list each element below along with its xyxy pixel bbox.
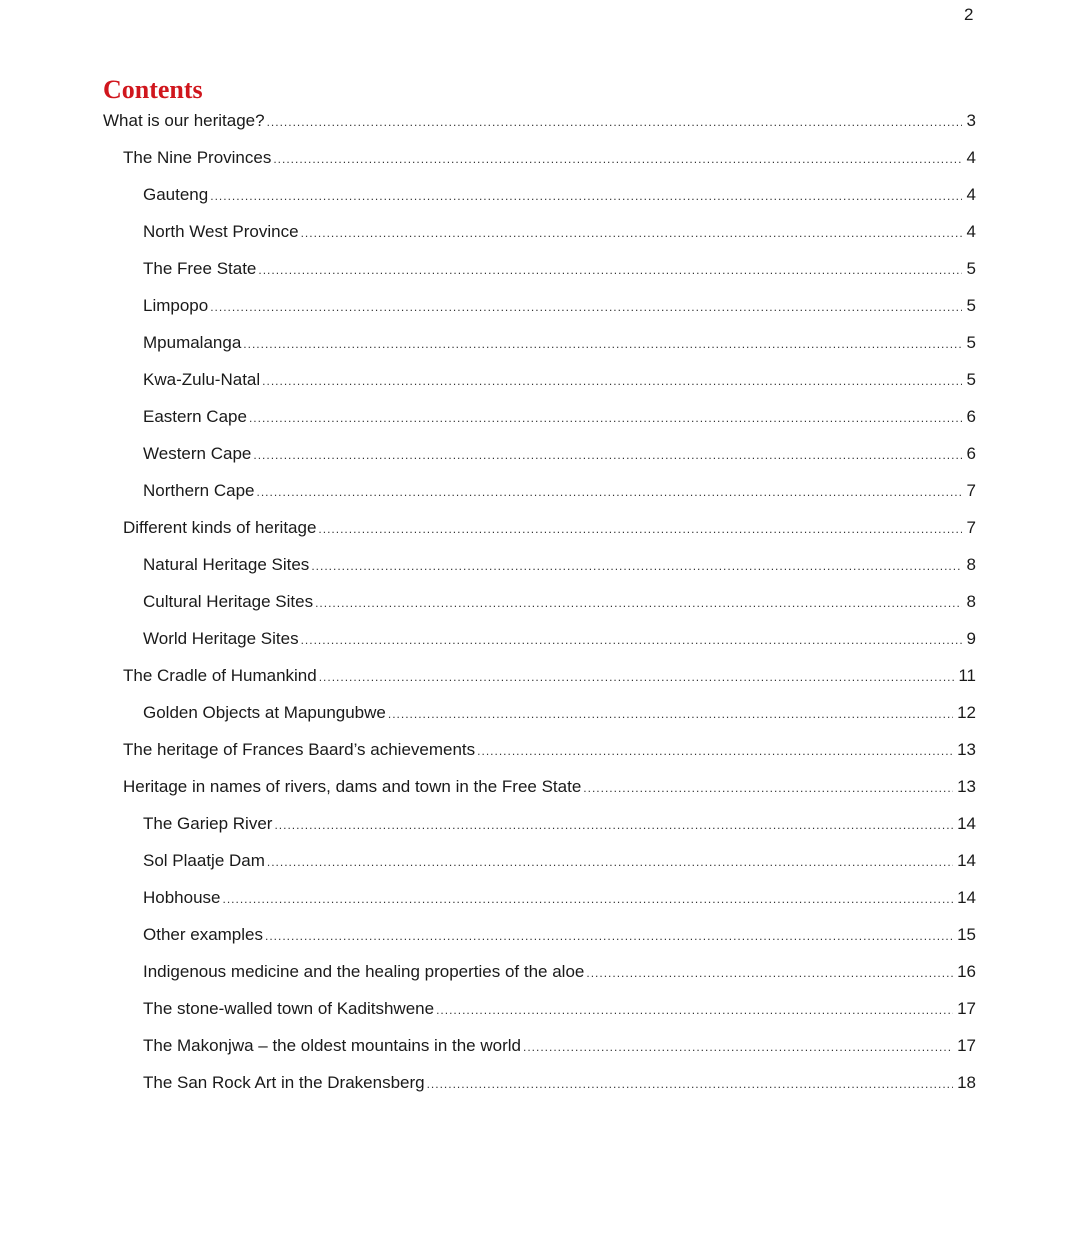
toc-entry-page-number[interactable]: 16 <box>957 962 976 981</box>
toc-entry-label[interactable]: Natural Heritage Sites <box>143 555 310 574</box>
toc-entry-page-number[interactable]: 6 <box>966 444 976 463</box>
toc-dot-leader <box>262 368 962 394</box>
toc-dot-leader <box>315 590 962 616</box>
toc-dot-leader <box>223 886 954 912</box>
toc-entry[interactable] <box>103 885 976 922</box>
toc-entry-label[interactable]: Cultural Heritage Sites <box>143 592 314 611</box>
toc-entry-page-number[interactable]: 12 <box>957 703 976 722</box>
toc-entry-page-number[interactable]: 13 <box>957 740 976 759</box>
toc-dot-leader <box>319 664 955 690</box>
toc-dot-leader <box>301 627 962 653</box>
toc-entry-label[interactable]: What is our heritage? <box>103 111 265 130</box>
toc-dot-leader <box>258 257 962 283</box>
toc-entry[interactable] <box>103 367 976 404</box>
toc-entry-page-number[interactable]: 14 <box>957 851 976 870</box>
toc-entry[interactable] <box>103 441 976 478</box>
toc-entry[interactable] <box>103 219 976 256</box>
toc-entry-page-number[interactable]: 6 <box>966 407 976 426</box>
toc-dot-leader <box>210 183 962 209</box>
toc-entry[interactable] <box>103 774 976 811</box>
toc-entry-label[interactable]: The San Rock Art in the Drakensberg <box>143 1073 425 1092</box>
toc-entry-label[interactable]: The Cradle of Humankind <box>123 666 317 685</box>
toc-entry[interactable] <box>103 996 976 1033</box>
toc-entry-label[interactable]: Eastern Cape <box>143 407 247 426</box>
toc-entry-label[interactable]: Western Cape <box>143 444 252 463</box>
toc-entry[interactable] <box>103 515 976 552</box>
toc-dot-leader <box>253 442 962 468</box>
toc-dot-leader <box>273 146 962 172</box>
toc-entry-label[interactable]: Different kinds of heritage <box>123 518 317 537</box>
toc-entry[interactable] <box>103 256 976 293</box>
toc-dot-leader <box>249 405 962 431</box>
toc-dot-leader <box>267 109 962 135</box>
toc-dot-leader <box>427 1071 953 1097</box>
toc-entry[interactable] <box>103 108 976 145</box>
toc-entry-label[interactable]: Hobhouse <box>143 888 221 907</box>
toc-entry[interactable] <box>103 848 976 885</box>
toc-entry-page-number[interactable]: 14 <box>957 814 976 833</box>
toc-entry-page-number[interactable]: 3 <box>966 111 976 130</box>
toc-dot-leader <box>301 220 962 246</box>
toc-entry[interactable] <box>103 552 976 589</box>
toc-entry-label[interactable]: The Makonjwa – the oldest mountains in the world <box>143 1036 521 1055</box>
toc-entry-page-number[interactable]: 5 <box>966 333 976 352</box>
toc-dot-leader <box>267 849 953 875</box>
toc-entry-label[interactable]: World Heritage Sites <box>143 629 299 648</box>
toc-entry-label[interactable]: Northern Cape <box>143 481 255 500</box>
toc-entry-label[interactable]: Limpopo <box>143 296 209 315</box>
toc-entry-label[interactable]: The Free State <box>143 259 257 278</box>
toc-dot-leader <box>311 553 962 579</box>
toc-entry-page-number[interactable]: 17 <box>957 1036 976 1055</box>
toc-entry[interactable] <box>103 293 976 330</box>
toc-entry[interactable] <box>103 1070 976 1107</box>
toc-entry-label[interactable]: The Gariep River <box>143 814 273 833</box>
toc-entry-label[interactable]: Gauteng <box>143 185 209 204</box>
toc-entry-label[interactable]: Kwa-Zulu-Natal <box>143 370 261 389</box>
toc-entry[interactable] <box>103 626 976 663</box>
toc-entry[interactable] <box>103 811 976 848</box>
toc-dot-leader <box>586 960 953 986</box>
toc-entry-page-number[interactable]: 17 <box>957 999 976 1018</box>
toc-entry-page-number[interactable]: 8 <box>966 592 976 611</box>
toc-entry-page-number[interactable]: 7 <box>966 481 976 500</box>
toc-entry-page-number[interactable]: 15 <box>957 925 976 944</box>
page-number: 2 <box>964 5 974 24</box>
toc-entry-label[interactable]: Golden Objects at Mapungubwe <box>143 703 386 722</box>
toc-entry-label[interactable]: Mpumalanga <box>143 333 242 352</box>
toc-entry[interactable] <box>103 922 976 959</box>
toc-entry-label[interactable]: North West Province <box>143 222 299 241</box>
toc-entry-page-number[interactable]: 14 <box>957 888 976 907</box>
toc-entry-page-number[interactable]: 5 <box>966 370 976 389</box>
toc-entry[interactable] <box>103 589 976 626</box>
toc-dot-leader <box>436 997 953 1023</box>
toc-entry[interactable] <box>103 330 976 367</box>
toc-dot-leader <box>210 294 962 320</box>
toc-entry-label[interactable]: Indigenous medicine and the healing properties of the aloe <box>143 962 585 981</box>
toc-entry[interactable] <box>103 1033 976 1070</box>
toc-entry-label[interactable]: The Nine Provinces <box>123 148 272 167</box>
toc-dot-leader <box>274 812 953 838</box>
toc-entry-label[interactable]: Sol Plaatje Dam <box>143 851 265 870</box>
toc-entry-page-number[interactable]: 4 <box>966 185 976 204</box>
toc-entry[interactable] <box>103 959 976 996</box>
toc-entry[interactable] <box>103 404 976 441</box>
toc-entry[interactable] <box>103 182 976 219</box>
toc-entry-page-number[interactable]: 18 <box>957 1073 976 1092</box>
toc-dot-leader <box>583 775 953 801</box>
toc-entry-page-number[interactable]: 5 <box>966 259 976 278</box>
toc-dot-leader <box>265 923 953 949</box>
toc-entry-page-number[interactable]: 8 <box>966 555 976 574</box>
toc-entry[interactable] <box>103 663 976 700</box>
toc-entry-page-number[interactable]: 9 <box>966 629 976 648</box>
toc-entry-page-number[interactable]: 13 <box>957 777 976 796</box>
table-of-contents <box>103 108 976 1107</box>
toc-entry-label[interactable]: Other examples <box>143 925 263 944</box>
toc-entry-page-number[interactable]: 7 <box>966 518 976 537</box>
toc-entry-page-number[interactable]: 5 <box>966 296 976 315</box>
contents-title: Contents <box>103 75 203 104</box>
toc-dot-leader <box>257 479 962 505</box>
toc-dot-leader <box>388 701 953 727</box>
toc-dot-leader <box>477 738 953 764</box>
toc-entry[interactable] <box>103 737 976 774</box>
toc-entry-label[interactable]: The heritage of Frances Baard’s achievements <box>123 740 476 759</box>
toc-dot-leader <box>243 331 962 357</box>
toc-entry-page-number[interactable]: 4 <box>966 222 976 241</box>
toc-entry[interactable] <box>103 478 976 515</box>
toc-dot-leader <box>523 1034 953 1060</box>
toc-entry[interactable] <box>103 145 976 182</box>
toc-dot-leader <box>318 516 962 542</box>
toc-entry-label[interactable]: The stone-walled town of Kaditshwene <box>143 999 435 1018</box>
toc-entry[interactable] <box>103 700 976 737</box>
toc-entry-page-number[interactable]: 11 <box>958 666 976 685</box>
toc-entry-page-number[interactable]: 4 <box>966 148 976 167</box>
toc-entry-label[interactable]: Heritage in names of rivers, dams and town in the Free State <box>123 777 582 796</box>
